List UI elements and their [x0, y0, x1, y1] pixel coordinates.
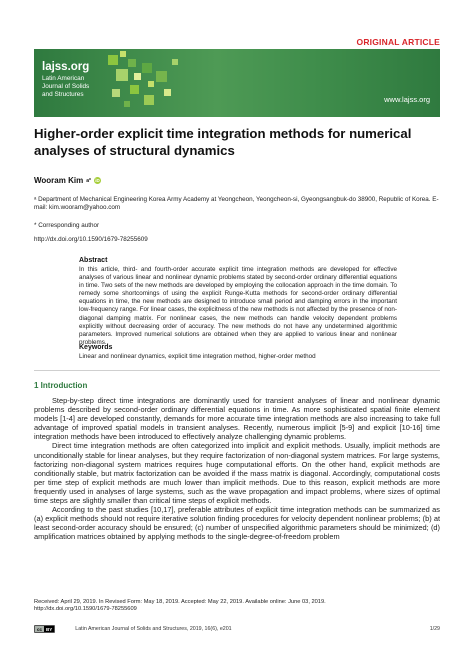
publication-dates [34, 599, 440, 614]
journal-banner [34, 49, 440, 117]
section-heading-introduction: 1 Introduction [34, 381, 88, 390]
cc-by-icon: BY [46, 626, 53, 632]
keywords-text: Linear and nonlinear dynamics, explicit time integration method, higher-order method [79, 353, 316, 360]
paragraph: According to the past studies [10,17], preferable attributes of explicit time integration methods can be summarized as (a) explicit methods should not require iterative solution finding procedures for velocity dependent nonlinear problems; (b) at least second-order accuracy should be ensured; (c) number of unspecified algorithmic parameters should be minimized; (d) amplification matrices obtained by applying methods to the single-degree-of-freedom problem [34, 505, 440, 542]
logo-line-3: and Structures [42, 91, 84, 98]
author-name[interactable]: Wooram Kim [34, 176, 84, 185]
orcid-icon[interactable]: iD [95, 178, 100, 183]
keywords-heading: Keywords [79, 344, 113, 351]
logo-line-2: Journal of Solids [42, 83, 90, 90]
page-footer [34, 623, 440, 635]
abstract-text: In this article, third- and fourth-order accurate explicit time integration methods are developed for effective analyses of various linear and nonlinear dynamic problems stated by second-order ordinary differential equations in time. Two sets of the new methods are developed by employing the collocation approach in the time domain. To remedy some shortcomings of using the explicit Runge-Kutta methods for second-order ordinary differential equations in time, the new methods are designed to introduce small period and damping errors in the important low-frequency range. For linear cases, the explicitness of the new methods is not affected by the presence of non-diagonal damping matrix. For nonlinear cases, the new methods can handle velocity dependent problems explicitly without decreasing order of accuracy. The new methods do not have any undetermined algorithmic parameters. Improved numerical solutions are obtained when they are applied to various linear and nonlinear problems. [79, 266, 397, 346]
banner-mosaic-graphic [104, 49, 214, 117]
page-number: 1/29 [429, 626, 440, 632]
author-mark: a* [86, 177, 91, 184]
corresponding-author-note: * Corresponding author [34, 222, 100, 229]
journal-url-link[interactable]: www.lajss.org [384, 95, 430, 104]
abstract-heading: Abstract [79, 257, 108, 264]
article-doi-link[interactable]: http://dx.doi.org/10.1590/1679-78255609 [34, 236, 148, 243]
paragraph: Step-by-step direct time integrations are dominantly used for transient analyses of linear and nonlinear dynamic problems described by second-order ordinary differential equations in time. As more sophisticated spatial finite element models [1-4] are developed constantly, demands for more accurate time integration methods are also increasing to take full advantage of improved spatial models in transient analyses. Recently, numerous implicit [5-9] and explicit [10-16] time integration methods have been introduced to effectively analyze challenging dynamic problems. [34, 396, 440, 442]
logo-main-text: lajss.org [42, 61, 90, 73]
footer-journal-citation: Latin American Journal of Solids and Structures, 2019, 16(6), e201 [75, 626, 232, 632]
article-type-label: ORIGINAL ARTICLE [356, 37, 440, 47]
footer-doi-link[interactable]: http://dx.doi.org/10.1590/1679-78255609 [34, 606, 137, 613]
journal-logo [34, 49, 120, 117]
paragraph: Direct time integration methods are often categorized into implicit and explicit methods. Usually, implicit methods are unconditionally stable for linear analyses, but they require factorization of non-diagonal system matrices. For large systems, factorizing non-diagonal system matrices requires huge computational efforts. On the other hand, explicit methods are conditionally stable, but matrix factorization can be avoided if the mass matrix is diagonal. Accordingly, computational costs per time step of explicit methods are much lower than implicit methods. Due to this reason, explicit methods are more frequently used in analyses of large systems, such as the wave propagation and impact problems, where sizes of optimal time steps are slightly smaller than critical time steps of explicit methods. [34, 441, 440, 506]
section-body [34, 396, 440, 542]
article-title: Higher-order explicit time integration methods for numerical analyses of structural dynamics [34, 126, 412, 158]
section-divider [34, 370, 440, 371]
cc-icon: cc [37, 626, 43, 632]
dates-text: Received: April 29, 2019. In Revised Form: May 18, 2019. Accepted: May 22, 2019. Available online: June 03, 2019. [34, 599, 326, 605]
logo-line-1: Latin American [42, 75, 85, 82]
author-line [34, 176, 101, 185]
creative-commons-license-badge[interactable] [34, 625, 55, 633]
author-affiliation: ᵃ Department of Mechanical Engineering Korea Army Academy at Yeongcheon, Yeongcheon-si, Gyeongsangbuk-do 38900, Republic of Korea. E-mail: kim.wooram@yahoo.com [34, 196, 439, 212]
